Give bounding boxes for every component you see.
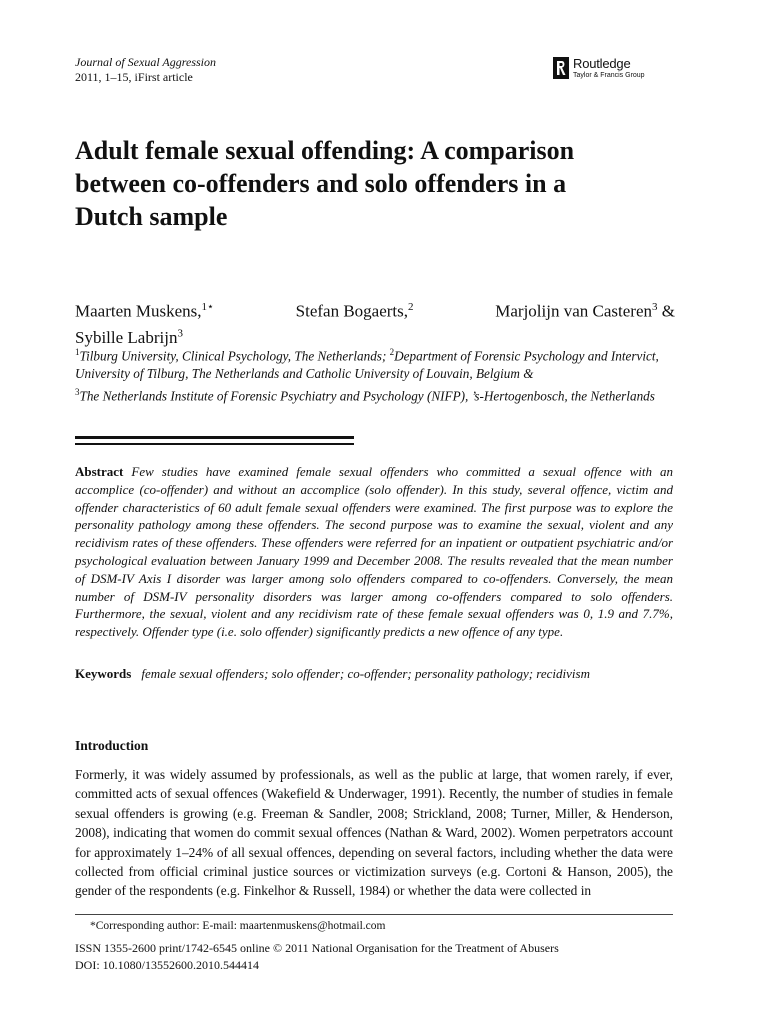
journal-header: [75, 55, 216, 85]
doi-line: DOI: 10.1080/13552600.2010.544414: [75, 958, 259, 972]
author-1: Maarten Muskens,$^{1⋆}$: [75, 301, 214, 321]
abstract-text: Few studies have examined female sexual offenders who committed a sexual offence with an accomplice (co-offender) and without an accomplice (solo offender). In this study, several offence, victim and offender characteristics of 60 adult female sexual offenders were examined. The first purpose was to explore the personality pathology among these offenders. The second purpose was to examine the sexual, violent and any recidivism rates of these offenders. These offenders were referred for an inpatient or outpatient psychiatric and/or psychological evaluation between January 1999 and December 2008. The results revealed that the mean number of DSM-IV Axis I disorder was larger among solo offenders compared to co-offenders. Conversely, the mean number of DSM-IV personality disorders was larger among co-offenders compared to solo offenders. Furthermore, the sexual, violent and any recidivism rate of these female sexual offenders was 0, 1.9 and 7.7%, respectively. Offender type (i.e. solo offender) significantly predicts a new offence of any type.: [75, 464, 673, 640]
abstract: [75, 463, 673, 641]
corresponding-author-footnote: *Corresponding author: E-mail: maartenmuskens@hotmail.com: [90, 920, 386, 932]
keywords-text: female sexual offenders; solo offender; co-offender; personality pathology; recidivism: [141, 666, 590, 681]
publisher-name: Routledge: [573, 56, 631, 71]
issn-line: ISSN 1355-2600 print/1742-6545 online © 2011 National Organisation for the Treatment of Abusers: [75, 941, 559, 955]
introduction-paragraph: Formerly, it was widely assumed by professionals, as well as the public at large, that women rarely, if ever, committed acts of sexual offences (Wakefield & Underwager, 1991). Recently, the number of studies in female sexual offenders is growing (e.g. Freeman & Sandler, 2008; Strickland, 2008; Turner, Miller, & Henderson, 2008), indicating that women do commit sexual offences (Nathan & Ward, 2002). Women perpetrators account for approximately 1–24% of all sexual offences, depending on several factors, including whether the data were collected from official criminal justice sources or victimization surveys (e.g. Cortoni & Hanson, 2005), the gender of the respondents (e.g. Finkelhor & Russell, 1984) or whether the data were collected in: [75, 767, 673, 899]
divider-rule-bottom: [75, 443, 354, 445]
affiliations: $^1$Tilburg University, Clinical Psychology, The Netherlands; $^2$Department of Forensic Psychology and Intervict, University of Tilburg, The Netherlands and Catholic University of Louvain, Belgium & $^3$The Netherlands Institute of Forensic Psychiatry and Psychology (NIFP), ’s-Hertogenbosch, the Netherlands: [75, 347, 659, 404]
footnote-divider: [75, 914, 673, 915]
journal-issue: 2011, 1–15, iFirst article: [75, 70, 193, 84]
author-list: [75, 296, 675, 349]
publisher-sub: Taylor & Francis Group: [573, 72, 645, 79]
author-3: Marjolijn van Casteren$^3$ &: [495, 301, 675, 321]
keywords-label: Keywords: [75, 666, 132, 681]
journal-name: Journal of Sexual Aggression: [75, 55, 216, 69]
section-heading-introduction: Introduction: [75, 738, 149, 753]
affiliation-1: Tilburg University, Clinical Psychology, The Netherlands;: [79, 348, 387, 364]
author-4: Sybille Labrijn$^3$: [75, 327, 183, 348]
affiliation-3: The Netherlands Institute of Forensic Psychiatry and Psychology (NIFP), ’s-Hertogenbosch, the Netherlands: [79, 388, 655, 404]
author-2: Stefan Bogaerts,$^2$: [295, 301, 414, 321]
keywords: [75, 665, 673, 683]
abstract-label: Abstract: [75, 464, 124, 479]
divider-rule-top: [75, 436, 354, 439]
publisher-logo: [553, 57, 645, 80]
corresponding-star-icon: ⋆: [207, 301, 214, 313]
routledge-r-logo-icon: [553, 57, 569, 79]
paper-title: Adult female sexual offending: A comparison between co-offenders and solo offenders in a Dutch sample: [75, 136, 575, 231]
affiliation-2: Department of Forensic Psychology and Intervict, University of Tilburg, The Netherlands and Catholic University of Louvain, Belgium &: [75, 348, 659, 382]
page-footer: [75, 940, 559, 974]
